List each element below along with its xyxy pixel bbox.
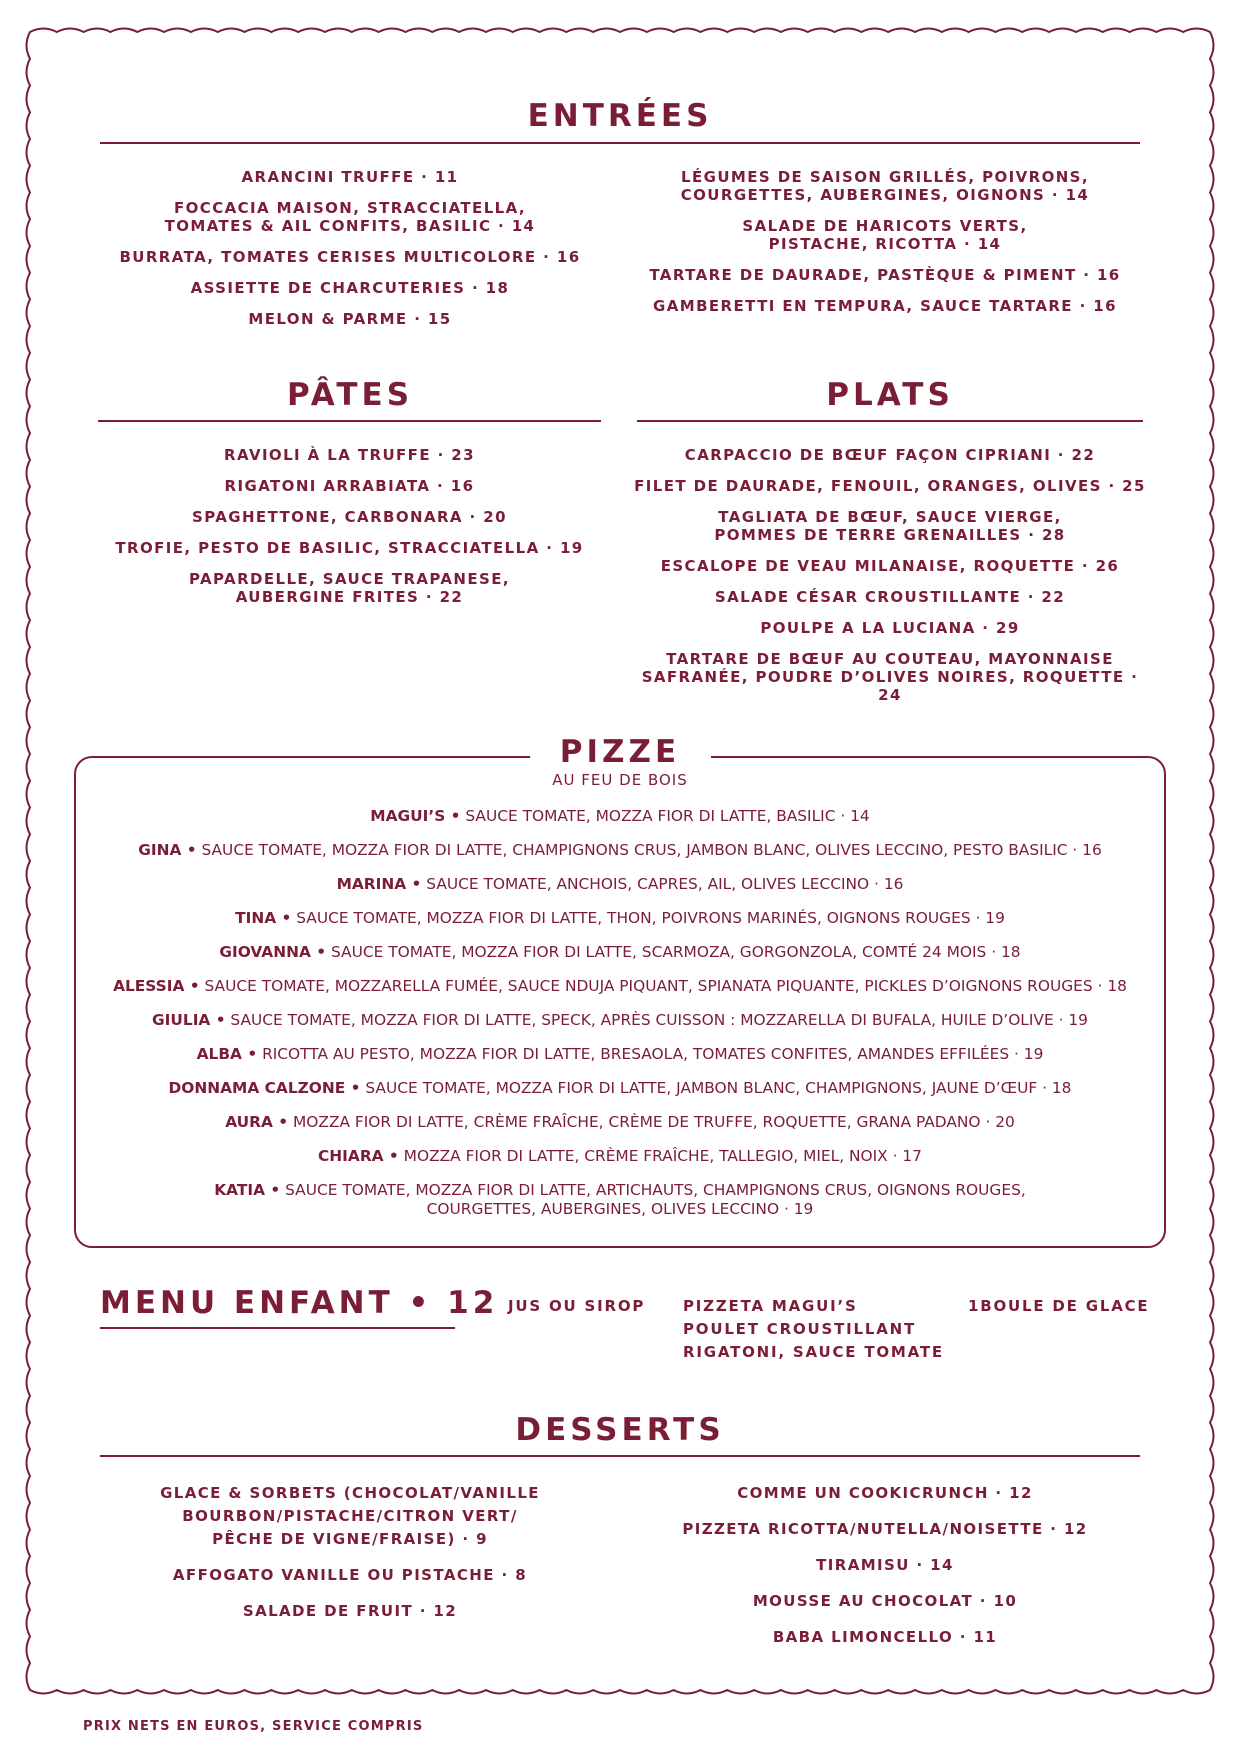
menu-item: GAMBERETTI EN TEMPURA, SAUCE TARTARE · 16 xyxy=(653,297,1117,315)
pizza-description: MOZZA FIOR DI LATTE, CRÈME FRAÎCHE, TALLEGIO, MIEL, NOIX · 17 xyxy=(398,1147,922,1165)
pizza-name: GIOVANNA • xyxy=(219,943,327,961)
section-title-entrees: ENTRÉES xyxy=(527,98,713,134)
pizza-description: MOZZA FIOR DI LATTE, CRÈME FRAÎCHE, CRÈME DE TRUFFE, ROQUETTE, GRANA PADANO · 20 xyxy=(288,1113,1015,1131)
pizze-list xyxy=(80,807,1160,1234)
menu-item: MOUSSE AU CHOCOLAT · 10 xyxy=(752,1592,1018,1610)
menu-item: TROFIE, PESTO DE BASILIC, STRACCIATELLA · 19 xyxy=(115,539,584,557)
pizza-item xyxy=(80,977,1160,996)
divider xyxy=(98,420,601,422)
menu-item: SALADE DE FRUIT · 12 xyxy=(242,1602,458,1620)
divider xyxy=(100,142,1140,144)
pizza-item xyxy=(80,1181,1160,1219)
menu-item: TAGLIATA DE BŒUF, SAUCE VIERGE, POMMES DE TERRE GRENAILLES · 28 xyxy=(714,508,1066,544)
pizza-description: SAUCE TOMATE, MOZZA FIOR DI LATTE, SCARMOZA, GORGONZOLA, COMTÉ 24 MOIS · 18 xyxy=(326,943,1021,961)
pizza-name: AURA • xyxy=(225,1113,289,1131)
menu-item: SALADE CÉSAR CROUSTILLANTE · 22 xyxy=(714,588,1066,606)
pizza-description: SAUCE TOMATE, MOZZA FIOR DI LATTE, CHAMPIGNONS CRUS, JAMBON BLANC, OLIVES LECCINO, PESTO BASILIC · 16 xyxy=(196,841,1102,859)
menu-item: ASSIETTE DE CHARCUTERIES · 18 xyxy=(190,279,510,297)
pizza-item xyxy=(80,807,1160,826)
pizza-name: TINA • xyxy=(235,909,292,927)
menu-item: RIGATONI ARRABIATA · 16 xyxy=(224,477,475,495)
menu-item: ESCALOPE DE VEAU MILANAISE, ROQUETTE · 26 xyxy=(660,557,1120,575)
pizza-description: SAUCE TOMATE, MOZZA FIOR DI LATTE, THON, POIVRONS MARINÉS, OIGNONS ROUGES · 19 xyxy=(291,909,1005,927)
pizza-description: SAUCE TOMATE, MOZZA FIOR DI LATTE, ARTICHAUTS, CHAMPIGNONS CRUS, OIGNONS ROUGES, COURGETTES, AUBERGINES, OLIVES LECCINO · 19 xyxy=(280,1181,1026,1218)
menu-enfant-main-item: RIGATONI, SAUCE TOMATE xyxy=(683,1343,944,1361)
pizza-description: SAUCE TOMATE, MOZZA FIOR DI LATTE, BASILIC · 14 xyxy=(460,807,870,825)
section-title-pates: PÂTES xyxy=(286,377,414,413)
menu-enfant-main-item: POULET CROUSTILLANT xyxy=(683,1320,917,1338)
divider xyxy=(100,1327,455,1329)
menu-item: MELON & PARME · 15 xyxy=(248,310,452,328)
pizza-item xyxy=(80,841,1160,860)
menu-enfant-title: MENU ENFANT • 12 xyxy=(100,1285,499,1321)
pizza-description: SAUCE TOMATE, MOZZARELLA FUMÉE, SAUCE NDUJA PIQUANT, SPIANATA PIQUANTE, PICKLES D’OIGNONS ROUGES · 18 xyxy=(199,977,1127,995)
section-title-pizze: PIZZE xyxy=(559,734,681,770)
menu-item: AFFOGATO VANILLE OU PISTACHE · 8 xyxy=(172,1566,528,1584)
pizza-description: SAUCE TOMATE, ANCHOIS, CAPRES, AIL, OLIVES LECCINO · 16 xyxy=(421,875,904,893)
pizza-name: GIULIA • xyxy=(152,1011,226,1029)
menu-item: PAPARDELLE, SAUCE TRAPANESE, AUBERGINE FRITES · 22 xyxy=(189,570,510,606)
menu-item: FILET DE DAURADE, FENOUIL, ORANGES, OLIVES · 25 xyxy=(634,477,1146,495)
pizza-name: MAGUI’S • xyxy=(370,807,461,825)
pizza-name: KATIA • xyxy=(214,1181,281,1199)
menu-enfant-mains xyxy=(683,1295,944,1364)
pizza-item xyxy=(80,875,1160,894)
desserts-left-column xyxy=(100,1482,600,1636)
pizza-name: ALBA • xyxy=(196,1045,258,1063)
pizza-item xyxy=(80,1011,1160,1030)
entrees-left-column xyxy=(110,168,590,341)
menu-item: SALADE DE HARICOTS VERTS, PISTACHE, RICOTTA · 14 xyxy=(742,217,1028,253)
menu-item: TIRAMISU · 14 xyxy=(816,1556,954,1574)
pizza-description: SAUCE TOMATE, MOZZA FIOR DI LATTE, JAMBON BLANC, CHAMPIGNONS, JAUNE D’ŒUF · 18 xyxy=(360,1079,1072,1097)
pizza-name: DONNAMA CALZONE • xyxy=(168,1079,361,1097)
menu-enfant-drink: JUS OU SIROP xyxy=(508,1297,646,1315)
menu-item: GLACE & SORBETS (CHOCOLAT/VANILLE BOURBON/PISTACHE/CITRON VERT/ PÊCHE DE VIGNE/FRAISE) · 9 xyxy=(160,1484,540,1548)
menu-item: TARTARE DE DAURADE, PASTÈQUE & PIMENT · 16 xyxy=(649,266,1121,284)
menu-item: COMME UN COOKICRUNCH · 12 xyxy=(737,1484,1033,1502)
menu-item: TARTARE DE BŒUF AU COUTEAU, MAYONNAISE SAFRANÉE, POUDRE D’OLIVES NOIRES, ROQUETTE · 24 xyxy=(641,650,1139,704)
pizze-subtitle: AU FEU DE BOIS xyxy=(552,771,688,789)
pizza-name: MARINA • xyxy=(336,875,422,893)
pizza-name: GINA • xyxy=(138,841,197,859)
menu-enfant-dessert: 1BOULE DE GLACE xyxy=(968,1297,1150,1315)
pizza-item xyxy=(80,1045,1160,1064)
menu-item: RAVIOLI À LA TRUFFE · 23 xyxy=(224,446,475,464)
pizza-name: ALESSIA • xyxy=(113,977,200,995)
menu-enfant-main-item: PIZZETA MAGUI’S xyxy=(683,1297,858,1315)
menu-item: POULPE A LA LUCIANA · 29 xyxy=(760,619,1020,637)
pates-column xyxy=(98,446,601,619)
pizza-item xyxy=(80,909,1160,928)
menu-item: BABA LIMONCELLO · 11 xyxy=(772,1628,998,1646)
menu-item: BURRATA, TOMATES CERISES MULTICOLORE · 16 xyxy=(119,248,581,266)
section-title-plats: PLATS xyxy=(826,377,954,413)
menu-item: CARPACCIO DE BŒUF FAÇON CIPRIANI · 22 xyxy=(684,446,1096,464)
menu-item: ARANCINI TRUFFE · 11 xyxy=(241,168,459,186)
menu-item: FOCCACIA MAISON, STRACCIATELLA, TOMATES & AIL CONFITS, BASILIC · 14 xyxy=(164,199,536,235)
pizza-description: RICOTTA AU PESTO, MOZZA FIOR DI LATTE, BRESAOLA, TOMATES CONFITES, AMANDES EFFILÉES · 19 xyxy=(257,1045,1044,1063)
pizza-description: SAUCE TOMATE, MOZZA FIOR DI LATTE, SPECK, APRÈS CUISSON : MOZZARELLA DI BUFALA, HUILE D’OLIVE · 19 xyxy=(225,1011,1088,1029)
entrees-right-column xyxy=(640,168,1130,328)
pizza-item xyxy=(80,1113,1160,1132)
pizza-item xyxy=(80,1147,1160,1166)
menu-item: SPAGHETTONE, CARBONARA · 20 xyxy=(192,508,507,526)
pizza-item xyxy=(80,1079,1160,1098)
menu-item: LÉGUMES DE SAISON GRILLÉS, POIVRONS, COURGETTES, AUBERGINES, OIGNONS · 14 xyxy=(680,168,1090,204)
pizza-name: CHIARA • xyxy=(318,1147,399,1165)
menu-item: PIZZETA RICOTTA/NUTELLA/NOISETTE · 12 xyxy=(682,1520,1088,1538)
footer-note: PRIX NETS EN EUROS, SERVICE COMPRIS xyxy=(83,1719,424,1734)
section-title-desserts: DESSERTS xyxy=(515,1412,725,1448)
pizza-item xyxy=(80,943,1160,962)
divider xyxy=(637,420,1143,422)
plats-column xyxy=(630,446,1150,717)
desserts-right-column xyxy=(640,1482,1130,1662)
divider xyxy=(100,1455,1140,1457)
